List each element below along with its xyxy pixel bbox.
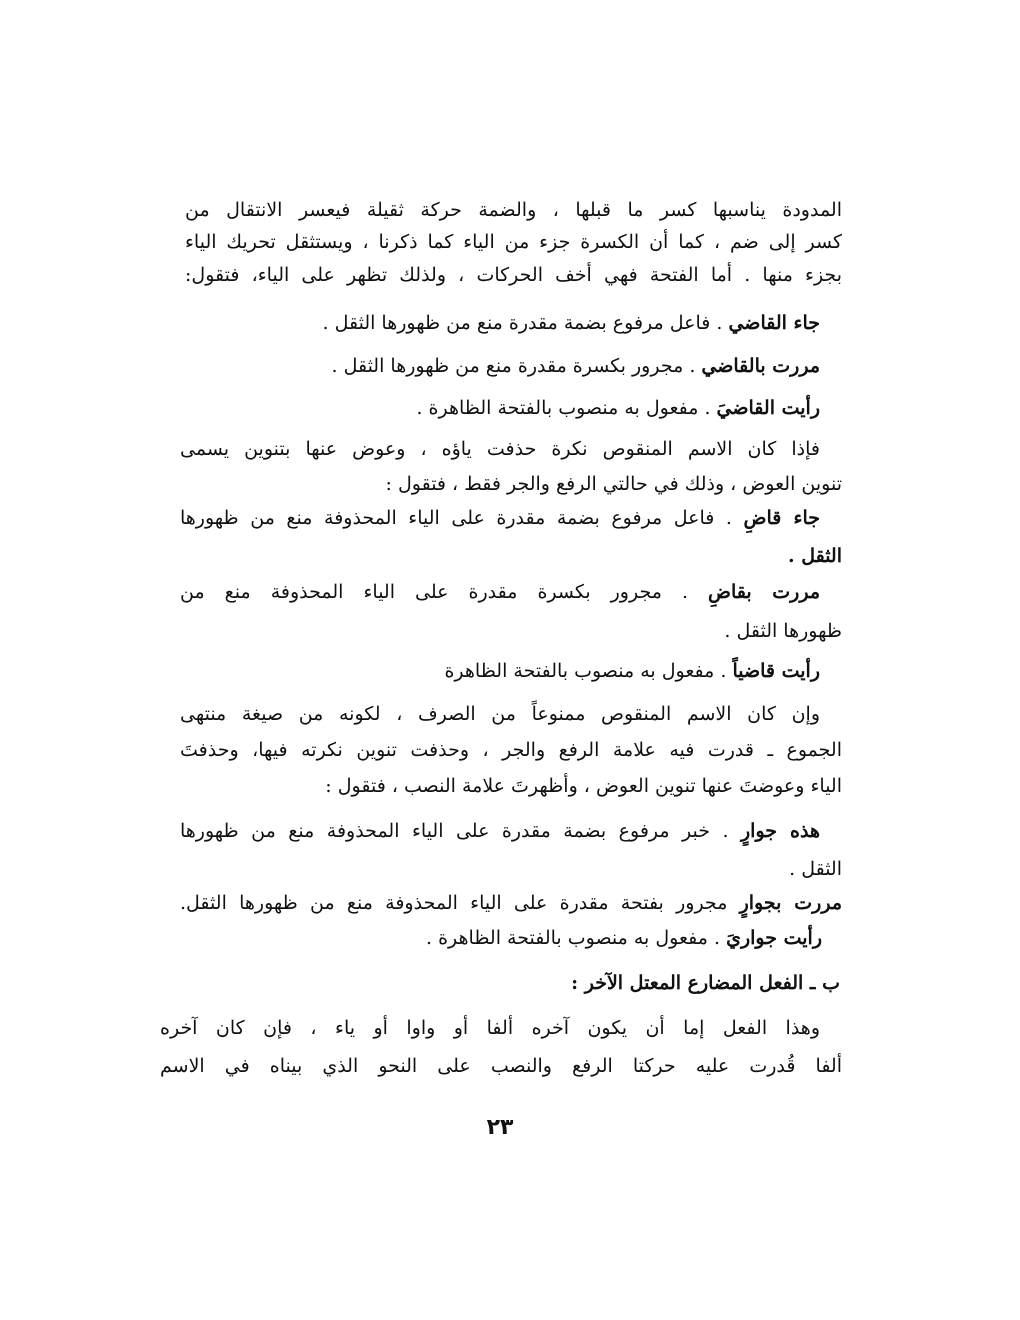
paragraph-line: بجزء منها . أما الفتحة فهي أخف الحركات ، ولذلك تظهر على الياء، فتقول: (185, 264, 842, 286)
paragraph-line: الجموع ـ قدرت فيه علامة الرفع والجر ، وحذفت تنوين نكرته فيها، وحذفتَ (180, 739, 842, 761)
example-term: رأيت القاضيَ (716, 397, 820, 419)
example-line (360, 656, 820, 686)
example-line (180, 577, 820, 607)
example-analysis: . فاعل مرفوع بضمة مقدرة على الياء المحذوفة منع من ظهورها (180, 507, 732, 529)
example-analysis: . فاعل مرفوع بضمة مقدرة منع من ظهورها الثقل . (322, 312, 723, 334)
paragraph-line: فإذا كان الاسم المنقوص نكرة حذفت ياؤه ، وعوض عنها بتنوين يسمى (180, 438, 820, 460)
example-term: مررت بالقاضي (701, 355, 820, 377)
example-analysis: مجرور بفتحة مقدرة على الياء المحذوفة منع من ظهورها الثقل. (180, 892, 728, 914)
paragraph-line: كسر إلى ضم ، كما أن الكسرة جزء من الياء كما ذكرنا ، ويستثقل تحريك الياء (185, 231, 842, 253)
section-heading: ب ـ الفعل المضارع المعتل الآخر : (571, 972, 840, 994)
example-analysis: . مفعول به منصوب بالفتحة الظاهرة (444, 660, 727, 682)
example-term: رأيت جواريَ (726, 927, 822, 949)
example-term: رأيت قاضياً (732, 660, 820, 682)
example-line (180, 816, 820, 846)
example-analysis: . خبر مرفوع بضمة مقدرة على الياء المحذوفة منع من ظهورها (180, 820, 729, 842)
example-line (300, 923, 822, 953)
example-continuation: ظهورها الثقل . (724, 620, 842, 642)
example-analysis: . مفعول به منصوب بالفتحة الظاهرة . (416, 397, 711, 419)
paragraph-line: وإن كان الاسم المنقوص ممنوعاً من الصرف ، لكونه من صيغة منتهى (180, 703, 820, 725)
paragraph-line: تنوين العوض ، وذلك في حالتي الرفع والجر فقط ، فتقول : (385, 473, 842, 495)
example-term: مررت بجوارٍ (739, 892, 842, 914)
example-analysis: . مفعول به منصوب بالفتحة الظاهرة . (426, 927, 721, 949)
paragraph-line: الياء وعوضتَ عنها تنوين العوض ، وأظهرتَ علامة النصب ، فتقول : (325, 775, 842, 797)
paragraph-line: وهذا الفعل إما أن يكون آخره ألفا أو واوا أو ياء ، فإن كان آخره (160, 1017, 820, 1039)
example-term: جاء قاضٍ (743, 507, 820, 529)
example-analysis: . مجرور بكسرة مقدرة على الياء المحذوفة منع من (180, 581, 688, 603)
example-term: مررت بقاضٍ (708, 581, 820, 603)
example-line (220, 351, 820, 381)
example-line (180, 888, 842, 918)
example-term: هذه جوارٍ (741, 820, 820, 842)
example-line (320, 393, 820, 423)
example-line (180, 503, 820, 533)
example-line (220, 308, 820, 338)
paragraph-line: المدودة يناسبها كسر ما قبلها ، والضمة حركة ثقيلة فيعسر الانتقال من (185, 199, 842, 221)
page-number: ٢٣ (486, 1115, 514, 1140)
example-term: جاء القاضي (728, 312, 820, 334)
example-analysis: . مجرور بكسرة مقدرة منع من ظهورها الثقل . (331, 355, 696, 377)
paragraph-line: ألفا قُدرت عليه حركتا الرفع والنصب على النحو الذي بيناه في الاسم (160, 1055, 842, 1077)
example-continuation: الثقل . (787, 545, 842, 567)
example-continuation: الثقل . (789, 858, 842, 880)
